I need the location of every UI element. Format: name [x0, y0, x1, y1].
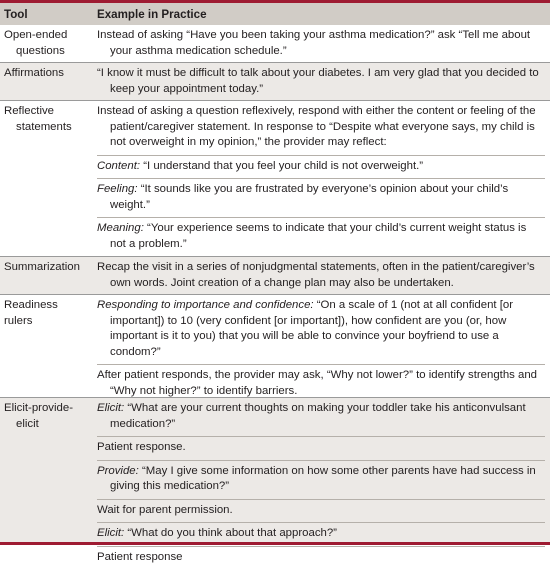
tool-cell	[4, 260, 86, 276]
ruler-label: Responding to importance and confidence:	[97, 299, 314, 311]
tool-label-line1: Reflective	[4, 105, 54, 117]
ruler-followup: After patient responds, the provider may ask, “Why not lower?” to identify strengths and “Why not higher?” to identify barriers.	[97, 364, 545, 399]
provide-step	[97, 460, 545, 495]
table-row	[0, 101, 550, 257]
patient-response: Patient response.	[97, 436, 545, 456]
wait-permission: Wait for parent permission.	[97, 499, 545, 519]
tool-label-line1: Readiness rulers	[4, 299, 58, 327]
patient-response: Patient response	[97, 546, 545, 565]
tool-label-line1: Summarization	[4, 261, 80, 273]
tool-label-line1: Affirmations	[4, 67, 64, 79]
table-row	[0, 398, 550, 542]
provide-label: Provide:	[97, 465, 139, 477]
content-text: “I understand that you feel your child is not overweight.”	[140, 160, 423, 172]
tool-label-line2: elicit	[4, 417, 86, 433]
tool-cell	[4, 28, 86, 59]
table-row	[0, 257, 550, 295]
tool-label-line2: statements	[4, 120, 86, 136]
provide-text: “May I give some information on how some other parents have had success in giving this medication?”	[110, 465, 536, 493]
tool-cell	[4, 66, 86, 82]
ruler-question	[97, 298, 545, 360]
meaning-text: “Your experience seems to indicate that your child’s current weight status is not a problem.”	[110, 222, 526, 250]
meaning-label: Meaning:	[97, 222, 144, 234]
table-row	[0, 295, 550, 398]
tool-cell	[4, 298, 86, 329]
tool-cell	[4, 104, 86, 135]
table-row	[0, 63, 550, 101]
elicit-first	[97, 401, 545, 432]
example-text: Instead of asking a question reflexively, respond with either the content or feeling of the patient/caregiver statement. In response to “Despite what everyone says, my child is not overweight in my opinion,” the provider may reflect:	[97, 104, 545, 151]
content-label: Content:	[97, 160, 140, 172]
elicit-text: “What are your current thoughts on making your toddler take his anticonvulsant medication?”	[110, 402, 526, 430]
example-text: Recap the visit in a series of nonjudgmental statements, often in the patient/caregiver’s own words. Joint creation of a change plan may also be undertaken.	[97, 260, 545, 291]
example-cell	[97, 260, 545, 291]
example-text: Instead of asking “Have you been taking your asthma medication?” ask “Tell me about your asthma medication schedule.”	[97, 28, 545, 59]
feeling-label: Feeling:	[97, 183, 138, 195]
table-row	[0, 25, 550, 63]
reflection-feeling	[97, 178, 545, 213]
elicit-label: Elicit:	[97, 527, 124, 539]
reflection-content	[97, 155, 545, 175]
tool-label-line1: Open-ended	[4, 29, 67, 41]
example-text: “I know it must be difficult to talk about your diabetes. I am very glad that you decided to keep your appointment today.”	[97, 66, 545, 97]
table-header	[0, 3, 550, 25]
reflection-meaning	[97, 217, 545, 252]
example-cell	[97, 28, 545, 59]
tool-cell	[4, 401, 86, 432]
example-cell	[97, 298, 545, 399]
elicit-second	[97, 522, 545, 542]
header-example: Example in Practice	[97, 7, 207, 23]
elicit-text: “What do you think about that approach?”	[124, 527, 337, 539]
elicit-label: Elicit:	[97, 402, 124, 414]
tool-label-line2: questions	[4, 44, 86, 60]
header-tool: Tool	[4, 7, 28, 23]
tool-label-line1: Elicit-provide-	[4, 402, 73, 414]
feeling-text: “It sounds like you are frustrated by everyone’s opinion about your child’s weight.”	[110, 183, 508, 211]
example-cell	[97, 66, 545, 97]
example-cell	[97, 401, 545, 565]
example-cell	[97, 104, 545, 252]
ruler-text: “On a scale of 1 (not at all confident [or important]) to 10 (very confident [or important]), how confident are you (or, how important is it to you) that you will be able to convince your boyfriend to use a condom?”	[110, 299, 513, 358]
